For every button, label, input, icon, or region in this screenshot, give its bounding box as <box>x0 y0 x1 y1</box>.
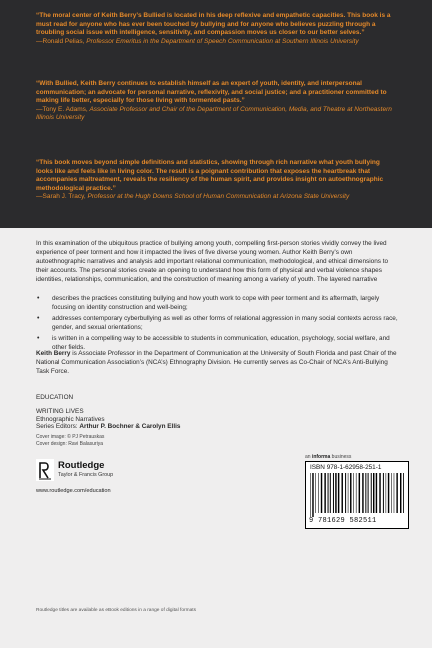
quote-attribution <box>36 106 398 123</box>
informa-suffix: business <box>330 454 352 460</box>
subject-category: EDUCATION <box>36 394 74 401</box>
endorsement-quote <box>36 12 398 46</box>
informa-word: informa <box>311 454 331 460</box>
series-editors <box>36 423 180 431</box>
barcode-icon <box>310 473 404 517</box>
endorsement-quote <box>36 159 398 202</box>
author-name: Keith Berry <box>36 350 71 357</box>
quote-text: “The moral center of Keith Berry’s Bullied is located in his deep reflexive and empathetic capacities. This book is a must read for anyone who has ever been touched by bullying and for anyone who believes puzzling through a troubling social issue with intelligence, sensitivity, and compassion moves us closer to our better selves.” <box>36 12 391 37</box>
publisher-name: Routledge <box>58 460 105 471</box>
ebook-note: Routledge titles are available as eBook editions in a range of digital formats <box>36 608 196 613</box>
informa-prefix: an <box>305 454 312 460</box>
description-text: In this examination of the ubiquitous practice of bullying among youth, compelling first-person stories vividly convey the lived experience of peer torment and how it impacted the lives of five diverse young women. Author Keith Berry’s own autoethnographic narratives and analysis add important relational communication, methodological, and ethical dimensions to their accounts. The personal stories create an opening to understand how this form of physical and verbal violence shapes identities, relationships, communication, and the construction of meaning among a variety of youth. The layered narrative <box>36 240 389 283</box>
publisher-url[interactable]: www.routledge.com/education <box>36 488 111 494</box>
series-editors-label: Series Editors: <box>36 423 80 431</box>
bullet-icon: • <box>37 295 40 302</box>
quote-text: “This book moves beyond simple definitions and statistics, showing through rich narrative what youth bullying looks like and feels like in living color. The result is a poignant contribution that exposes the heartbreak that accompanies maltreatment, reveals the resiliency of the human spirit, and provides insight on autoethnographic methodological practice.” <box>36 159 384 192</box>
list-item <box>36 315 401 333</box>
author-bio-text: is Associate Professor in the Department of Communication at the University of South Florida and past Chair of the National Communication Association’s (NCA’s) Ethnography Division. He currently serves as Co-Chair of NCA’s Anti-Bullying Task Force. <box>36 350 397 375</box>
quote-text: “With Bullied, Keith Berry continues to establish himself as an expert of youth, identity, and interpersonal communication; an advocate for personal narrative, reflexivity, and social justice; and a practitioner committed to making life better, especially for those living with tormented pasts.” <box>36 80 387 105</box>
book-description <box>36 240 401 285</box>
quote-attribution <box>36 193 398 202</box>
author-bio <box>36 350 401 377</box>
list-item <box>36 295 401 313</box>
series-name: WRITING LIVES <box>36 408 84 415</box>
quote-attribution <box>36 38 398 47</box>
routledge-logo-icon <box>36 459 54 481</box>
cover-credits <box>36 434 104 447</box>
cover-design-credit: Cover design: Ravi Balasuriya <box>36 440 103 447</box>
attribution-name: —Ronald Pelias, <box>36 37 87 45</box>
feature-list <box>36 295 401 354</box>
attribution-role: Associate Professor and Chair of the Department of Communication, Media, and Theatre at Northeastern Illinois University <box>36 105 392 122</box>
attribution-name: —Sarah J. Tracy, <box>36 193 88 201</box>
series-editors-names: Arthur P. Bochner & Carolyn Ellis <box>79 423 181 431</box>
isbn-barcode <box>305 461 409 529</box>
endorsement-quote <box>36 80 398 123</box>
bullet-icon: • <box>37 314 40 322</box>
attribution-role: Professor Emeritus in the Department of Speech Communication at Southern Illinois University <box>86 37 359 45</box>
list-item-text: is written in a compelling way to be accessible to students in communication, education, psychology, social welfare, and other fields. <box>52 334 390 351</box>
bullet-icon: • <box>37 334 40 342</box>
isbn-number: ISBN 978-1-62958-251-1 <box>310 464 382 471</box>
cover-image-credit: Cover image: © PJ Petrauskas <box>36 434 105 440</box>
publisher-logo <box>36 457 156 485</box>
attribution-name: —Tony E. Adams, <box>36 105 90 113</box>
series-subtitle: Ethnographic Narratives <box>36 415 105 423</box>
informa-tagline <box>305 454 351 460</box>
barcode-digits: 9 781629 582511 <box>309 517 377 525</box>
list-item-text: describes the practices constituting bullying and how youth work to cope with peer torment and its aftermath, largely focusing on identity construction and well-being; <box>52 295 380 311</box>
list-item-text: addresses contemporary cyberbullying as well as other forms of relational aggression in many social contexts across race, gender, and sexual orientations; <box>52 314 398 331</box>
publisher-group: Taylor & Francis Group <box>58 472 114 478</box>
series-info <box>36 408 180 431</box>
attribution-role: Professor at the Hugh Downs School of Human Communication at Arizona State University <box>87 193 350 201</box>
endorsement-panel <box>0 0 432 228</box>
